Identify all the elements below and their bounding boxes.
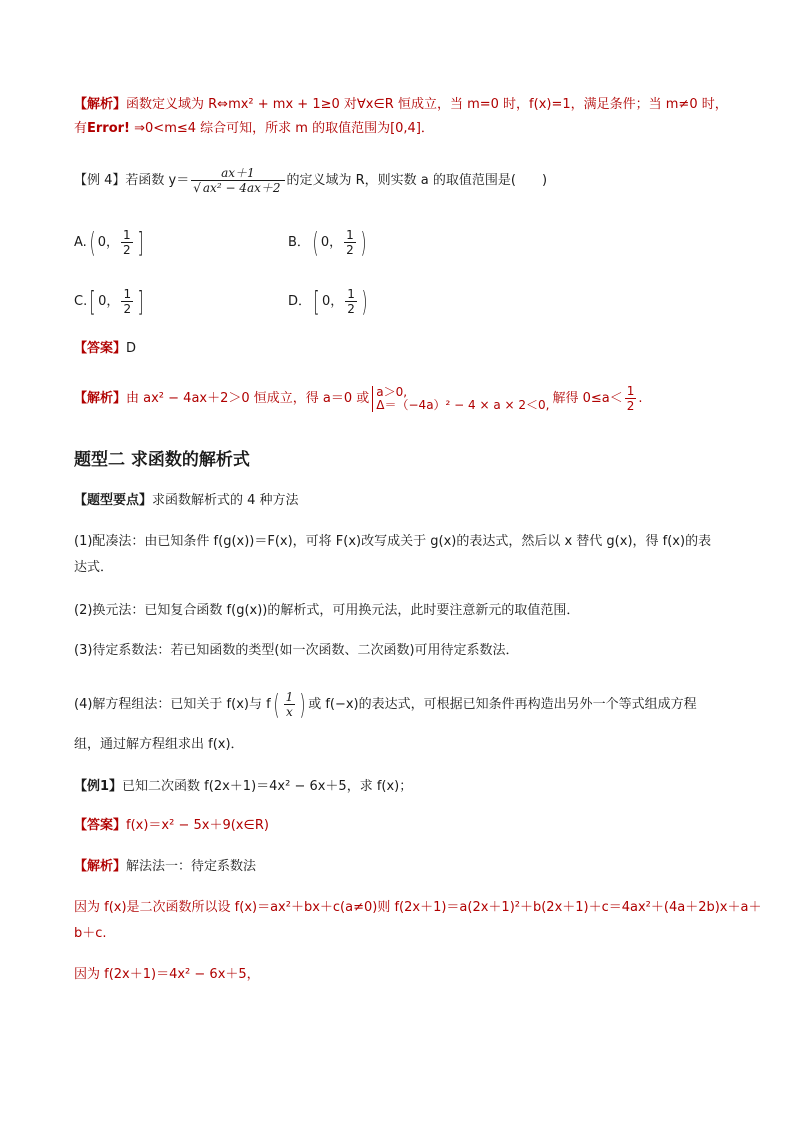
solution-line-1: 因为 f(x)是二次函数所以设 f(x)＝ax²＋bx＋c(a≠0)则 f(2x＋1)＝a(2x＋1)²＋b(2x＋1)＋c＝4ax²＋(4a＋2b)x＋a＋ (74, 900, 762, 915)
method-4-line-1: (4)解方程组法：已知关于 f(x)与 f( $\frac{1}{x}$ ) 或 f(−x)的表达式，可根据已知条件再构造出另外一个等式组成方程 (74, 687, 697, 721)
answer-value: D (126, 341, 137, 356)
method-1-line-2: 达式． (74, 560, 114, 575)
example-1-answer: 【答案】f(x)＝x² − 5x＋9(x∈R) (74, 818, 269, 833)
example-4-tag: 【例 4】 (74, 173, 126, 188)
example-4-question: 【例 4】若函数 y＝ $\frac{ax+1}{\text{√ ax² − 4ax＋2}}$ 的定义域为 R，则实数 a 的取值范围是( ) (74, 166, 548, 195)
solution-line-2: b＋c. (74, 926, 107, 941)
method-1-line-1: (1)配凑法：由已知条件 f(g(x))＝F(x)，可将 F(x)改写成关于 g(x)的表达式，然后以 x 替代 g(x)，得 f(x)的表 (74, 534, 712, 549)
example-4-solution: 【解析】由 ax² − 4ax＋2＞0 恒成立，得 a＝0 或 a＞0, Δ＝（−4a）² − 4 × a × 2＜0, 解得 0≤a＜ $\frac{1}{2}$ . (74, 384, 643, 413)
method-3: (3)待定系数法：若已知函数的类型(如一次函数、二次函数)可用待定系数法． (74, 643, 519, 658)
section-points: 【题型要点】求函数解析式的 4 种方法 (74, 493, 299, 508)
prev-solution-line-2: 有Error! ⇒0<m≤4 综合可知，所求 m 的取值范围为[0,4]． (74, 121, 434, 136)
option-d[interactable]: D．[ 0， $\frac{1}{2}$ ) (288, 284, 368, 318)
example-1-solution-title: 【解析】解法法一：待定系数法 (74, 859, 257, 874)
method-4-line-2: 组，通过解方程组求出 f(x)． (74, 737, 244, 752)
example-1-question: 【例1】已知二次函数 f(2x＋1)＝4x² − 6x＋5，求 f(x)； (74, 779, 413, 794)
function-fraction: $\frac{ax+1}{\text{√ ax² − 4ax＋2}}$ (191, 166, 284, 195)
error-text: Error! (87, 121, 130, 136)
method-2: (2)换元法：已知复合函数 f(g(x))的解析式，可用换元法，此时要注意新元的取值范围． (74, 603, 580, 618)
solution-tag: 【解析】 (74, 97, 127, 112)
prev-solution-line-1: 【解析】函数定义域为 R⇔mx² + mx + 1≥0 对∀x∈R 恒成立，当 m=0 时，f(x)=1，满足条件；当 m≠0 时， (74, 97, 728, 112)
solution-line-3: 因为 f(2x＋1)＝4x² − 6x＋5， (74, 967, 260, 982)
section-title: 题型二 求函数的解析式 (74, 450, 250, 470)
option-b[interactable]: B．( 0， $\frac{1}{2}$ ) (288, 225, 367, 259)
option-a[interactable]: A.( 0， $\frac{1}{2}$ ] (74, 225, 144, 259)
example-1-tag: 【例1】 (74, 779, 123, 794)
condition-system: a＞0, Δ＝（−4a）² − 4 × a × 2＜0, (372, 386, 549, 412)
example-4-answer: 【答案】D (74, 341, 137, 356)
option-c[interactable]: C.[ 0， $\frac{1}{2}$ ] (74, 284, 144, 318)
